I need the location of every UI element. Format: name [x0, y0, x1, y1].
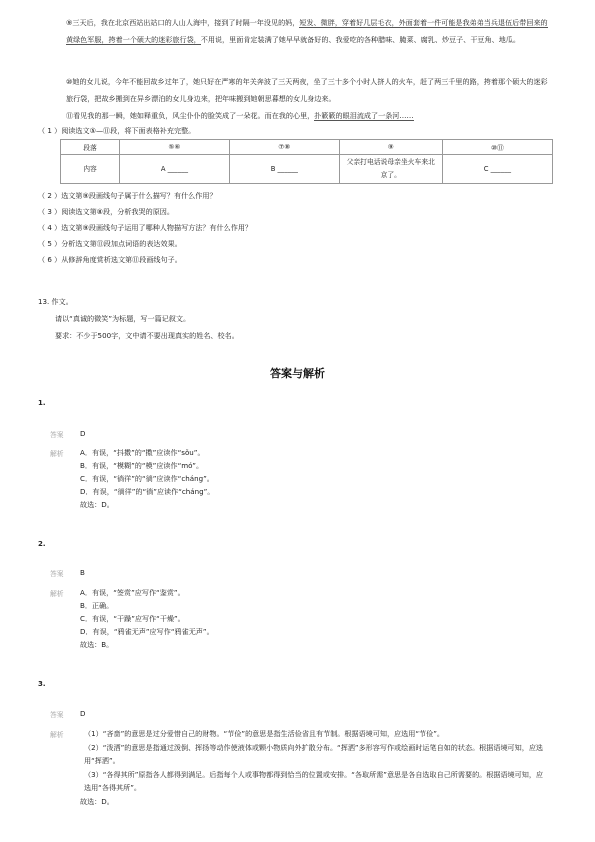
analysis-line: （3）“各得其所”原指各人都得到满足。后指每个人或事物都得到恰当的位置或安排。“各取所需”意思是各自选取自己所需要的。根据语境可知，应选用“各得其所”。 — [84, 769, 544, 792]
answer-label: 答案 — [50, 570, 64, 578]
table-cell: 父亲打电话说母亲坐火车来北京了。 — [339, 155, 442, 184]
paragraph-11-text: ⑪看见我的那一瞬，她如释重负，风尘仆仆的脸笑成了一朵花。而在我的心里， — [66, 111, 315, 120]
analysis-label: 解析 — [50, 450, 64, 458]
paragraph-10-text: ⑩她的女儿说，今年不能回故乡过年了，她只好在严寒的年关奔波了三天两夜，坐了三十多个小时人挤人的火车，赶了两三千里的路，挎着那个硕大的迷彩旅行袋，把故乡搬到在异乡漂泊的女儿身边来，把年味搬到她朝思暮想的女儿身边来。 — [66, 77, 548, 103]
question-13-title: 13. 作文。 — [38, 297, 73, 306]
paragraph-11 — [66, 107, 554, 124]
table-header-cell: 段落 — [61, 140, 120, 155]
sub-question: （ 3 ）阅读选文第⑧段，分析我哭的原因。 — [38, 207, 174, 216]
analysis-line: C．有误，“干躁”应写作“干燥”。 — [80, 614, 185, 623]
analysis-line: A．有误，“签赏”应写作“鉴赏”。 — [80, 588, 185, 597]
table-cell: B ______ — [229, 155, 339, 184]
table-cell: C ______ — [442, 155, 552, 184]
answer-number: 1. — [38, 399, 46, 407]
analysis-block — [80, 446, 214, 511]
answer-value: B — [80, 568, 85, 577]
sub-question: （ 5 ）分析选文第⑪段加点词语的表达效果。 — [38, 239, 182, 248]
analysis-label: 解析 — [50, 731, 64, 739]
sub-question: （ 4 ）选文第⑨段画线句子运用了哪种人物描写方法？有什么作用？ — [38, 223, 253, 232]
paragraph-9-text-a: ⑨三天后，我在北京西站出站口的人山人海中，接到了时隔一年没见的妈， — [66, 18, 300, 27]
analysis-line: 故选：B。 — [80, 640, 114, 649]
sub-question: （ 2 ）选文第⑨段画线句子属于什么描写？有什么作用？ — [38, 191, 217, 200]
analysis-line: （1）“吝啬”的意思是过分爱惜自己的财物。“节俭”的意思是指生活俭省且有节制。根据语境可知，应选用“节俭”。 — [84, 729, 444, 738]
answer-number: 3. — [38, 680, 46, 688]
table-header-cell: ⑩⑪ — [442, 140, 552, 155]
analysis-line: 故选：D。 — [80, 500, 114, 509]
answer-label: 答案 — [50, 711, 64, 719]
answers-heading: 答案与解析 — [270, 367, 325, 380]
table-header-cell: ⑨ — [339, 140, 442, 155]
table-header-cell: ⑤⑥ — [120, 140, 230, 155]
table-row — [61, 155, 553, 184]
answer-value: D — [80, 429, 86, 438]
analysis-line: 故选：D。 — [80, 796, 114, 806]
table-row — [61, 140, 553, 155]
table-header-cell: ⑦⑧ — [229, 140, 339, 155]
question-13-line-2: 要求：不少于500字，文中请不要出现真实的姓名、校名。 — [55, 331, 239, 340]
analysis-line: B．有误，“模糊”的“模”应读作“mó”。 — [80, 461, 204, 470]
paragraph-10 — [66, 73, 554, 107]
analysis-line: D．有误，“鸦雀无声”应写作“鸦雀无声”。 — [80, 627, 214, 636]
paragraph-11-underlined: 扑簌簌的眼泪流成了一条河…… — [314, 111, 414, 120]
analysis-label: 解析 — [50, 590, 64, 598]
question-1-prompt: （ 1 ）阅读选文⑤—⑪段，将下面表格补充完整。 — [38, 126, 196, 135]
paragraph-9-text-b: 不用说，里面肯定装满了她早早就备好的、我爱吃的各种腊味、腌菜、腐乳、炒豆子、干豆角、地瓜。 — [200, 35, 520, 44]
answer-label: 答案 — [50, 431, 64, 439]
paragraph-9-underlined: 短发、微胖，穿着好几层毛衣，外面套着一件可能是我弟弟当兵退伍后带回来的黄绿色军服，挎着一个硕大的迷彩旅行袋， — [66, 18, 548, 44]
analysis-line: （2）“泼洒”的意思是指通过泼倒、挥扬等动作使液体或颗小物质向外扩散分布。“挥洒”多形容写作或绘画时运笔自如的状态。根据语境可知，应选用“挥洒”。 — [84, 742, 544, 765]
table-row-label: 内容 — [61, 155, 120, 184]
analysis-line: D．有误，“徜徉”的“徜”应读作“cháng”。 — [80, 487, 215, 496]
analysis-line: B．正确。 — [80, 601, 114, 610]
answer-value: D — [80, 709, 86, 718]
analysis-block — [80, 727, 550, 808]
summary-table — [60, 139, 553, 184]
sub-question: （ 6 ）从修辞角度赏析选文第⑪段画线句子。 — [38, 255, 182, 264]
table-cell: A ______ — [120, 155, 230, 184]
analysis-block — [80, 586, 214, 651]
question-13-line-1: 请以“真诚的微笑”为标题，写一篇记叙文。 — [55, 314, 191, 323]
analysis-line: C．有误，“徜徉”的“徜”应读作“cháng”。 — [80, 474, 214, 483]
answer-number: 2. — [38, 540, 46, 548]
analysis-line: A．有误，“抖擞”的“擞”应读作“sǒu”。 — [80, 448, 205, 457]
paragraph-9 — [66, 14, 554, 48]
